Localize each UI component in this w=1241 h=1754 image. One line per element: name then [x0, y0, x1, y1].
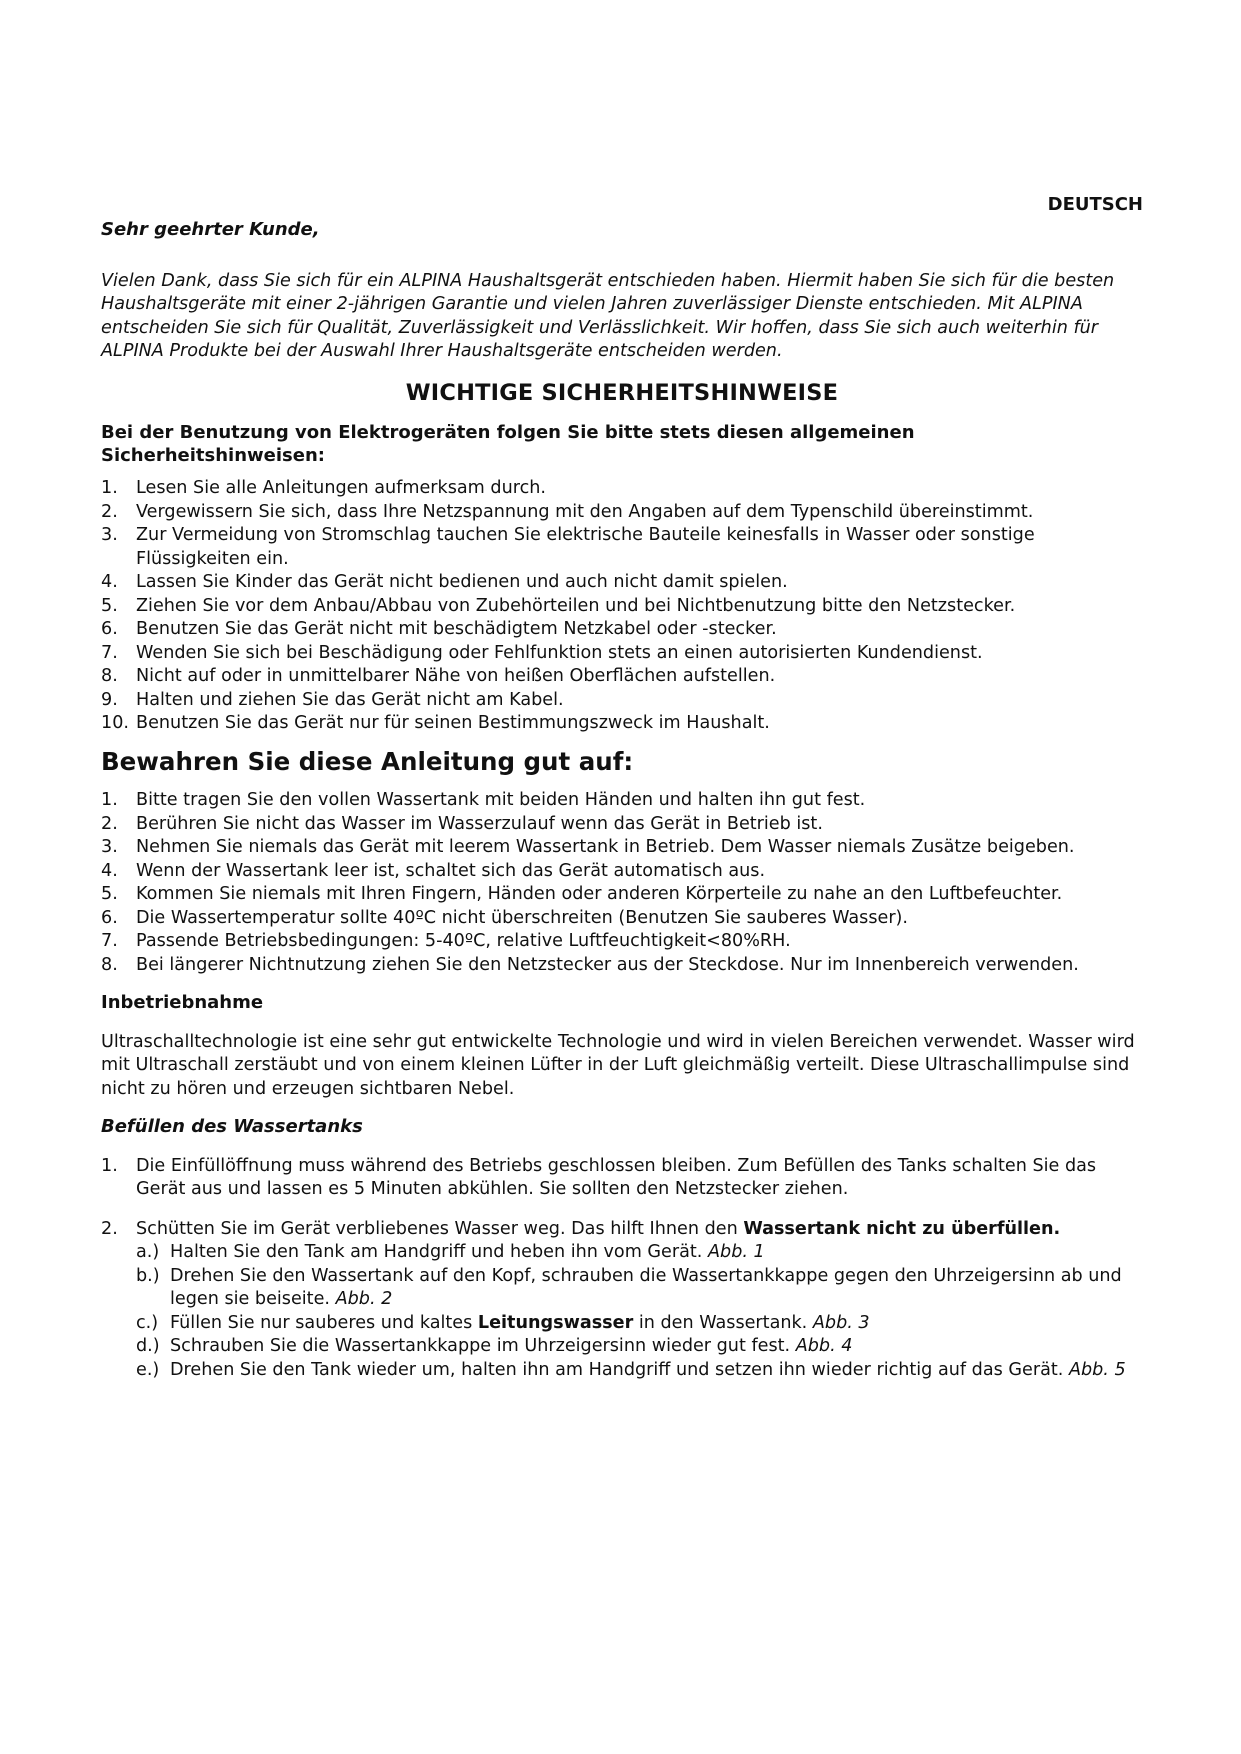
item-text: Bitte tragen Sie den vollen Wassertank mit beiden Händen und halten ihn gut fest.: [136, 790, 866, 810]
item-number: 8.: [101, 954, 118, 975]
step-number: 1.: [101, 1155, 118, 1176]
filling-substeps: [136, 1241, 1143, 1382]
keep-heading: Bewahren Sie diese Anleitung gut auf:: [101, 746, 634, 776]
item-text: Benutzen Sie das Gerät nur für seinen Bestimmungszweck im Haushalt.: [136, 713, 770, 733]
item-text: Lassen Sie Kinder das Gerät nicht bedienen und auch nicht damit spielen.: [136, 572, 788, 592]
item-number: 6.: [101, 619, 118, 639]
item-number: 3.: [101, 837, 118, 857]
item-number: 5.: [101, 595, 118, 616]
step-text: Die Einfüllöffnung muss während des Betriebs geschlossen bleiben. Zum Befüllen des Tanks schalten Sie das Gerät aus und lassen es 5 Minuten abkühlen. Sie sollten den Netzstecker ziehen.: [136, 1155, 1097, 1199]
substep-text: Schrauben Sie die Wassertankkappe im Uhrzeigersinn wieder gut fest.: [170, 1336, 796, 1356]
item-text: Wenden Sie sich bei Beschädigung oder Fehlfunktion stets an einen autorisierten Kundendienst.: [136, 642, 983, 663]
step-number: 2.: [101, 1218, 118, 1239]
list-item: [101, 712, 1143, 736]
language-label: DEUTSCH: [1047, 194, 1143, 215]
item-number: 4.: [101, 572, 118, 592]
substep-text: Halten Sie den Tank am Handgriff und heben ihn vom Gerät.: [170, 1242, 708, 1262]
item-number: 5.: [101, 884, 118, 904]
filling-heading: Befüllen des Wassertanks: [101, 1116, 363, 1137]
item-number: 1.: [101, 790, 118, 810]
item-text: Zur Vermeidung von Stromschlag tauchen Sie elektrische Bauteile keinesfalls in Wasser oder sonstige Flüssigkeiten ein.: [136, 525, 1035, 569]
list-item: [101, 477, 1143, 501]
filling-step-2: [101, 1218, 1143, 1383]
substep-b: [136, 1265, 1143, 1312]
item-number: 3.: [101, 525, 118, 545]
item-number: 2.: [101, 813, 118, 834]
substep-text: Drehen Sie den Tank wieder um, halten ihn am Handgriff und setzen ihn wieder richtig auf das Gerät.: [170, 1359, 1069, 1380]
figure-ref: Abb. 4: [795, 1336, 853, 1356]
item-text: Berühren Sie nicht das Wasser im Wasserzulauf wenn das Gerät in Betrieb ist.: [136, 813, 823, 834]
item-number: 9.: [101, 689, 118, 710]
substep-a: [136, 1241, 1143, 1265]
item-text: Ziehen Sie vor dem Anbau/Abbau von Zubehörteilen und bei Nichtbenutzung bitte den Netzstecker.: [136, 595, 1016, 616]
item-number: 10.: [101, 713, 129, 733]
list-item: [101, 954, 1143, 978]
salutation: Sehr geehrter Kunde,: [101, 219, 320, 240]
list-item: [101, 501, 1143, 525]
item-text: Passende Betriebsbedingungen: 5-40ºC, relative Luftfeuchtigkeit<80%RH.: [136, 931, 791, 951]
list-item: [101, 883, 1143, 907]
item-text: Lesen Sie alle Anleitungen aufmerksam durch.: [136, 478, 546, 498]
list-item: [101, 595, 1143, 619]
list-item: [101, 665, 1143, 689]
item-text: Vergewissern Sie sich, dass Ihre Netzspannung mit den Angaben auf dem Typenschild übereinstimmt.: [136, 501, 1034, 522]
substep-letter: c.): [136, 1312, 159, 1333]
document-page: [101, 190, 1143, 1398]
list-item: [101, 618, 1143, 642]
substep-text: Drehen Sie den Wassertank auf den Kopf, schrauben die Wassertankkappe gegen den Uhrzeigersinn ab und legen sie beiseite.: [170, 1265, 1122, 1309]
substep-letter: d.): [136, 1336, 160, 1356]
list-item: [101, 860, 1143, 884]
filling-steps: [101, 1155, 1143, 1383]
commissioning-paragraph: Ultraschalltechnologie ist eine sehr gut entwickelte Technologie und wird in vielen Bereichen verwendet. Wasser wird mit Ultraschall zerstäubt und von einem kleinen Lüfter in der Luft gleichmäßig verteilt. Diese Ultraschallimpulse sind nicht zu hören und erzeugen sichtbaren Nebel.: [101, 1031, 1135, 1099]
figure-ref: Abb. 1: [707, 1242, 765, 1262]
list-item: [101, 789, 1143, 813]
item-text: Kommen Sie niemals mit Ihren Fingern, Händen oder anderen Körperteile zu nahe an den Luftbefeuchter.: [136, 884, 1063, 904]
list-item: [101, 524, 1143, 571]
item-number: 7.: [101, 642, 118, 663]
item-text: Nicht auf oder in unmittelbarer Nähe von heißen Oberflächen aufstellen.: [136, 666, 776, 686]
item-number: 8.: [101, 666, 118, 686]
item-number: 2.: [101, 501, 118, 522]
item-number: 7.: [101, 931, 118, 951]
list-item: [101, 642, 1143, 666]
keep-list: [101, 789, 1143, 977]
step-text: Schütten Sie im Gerät verbliebenes Wasser weg. Das hilft Ihnen den: [136, 1218, 744, 1239]
item-text: Benutzen Sie das Gerät nicht mit beschädigtem Netzkabel oder -stecker.: [136, 619, 777, 639]
item-text: Wenn der Wassertank leer ist, schaltet sich das Gerät automatisch aus.: [136, 860, 766, 881]
substep-emphasis: Leitungswasser: [477, 1312, 634, 1333]
figure-ref: Abb. 3: [812, 1312, 870, 1333]
commissioning-heading: Inbetriebnahme: [101, 992, 264, 1013]
substep-letter: a.): [136, 1242, 160, 1262]
safety-heading: WICHTIGE SICHERHEITSHINWEISE: [405, 379, 839, 406]
substep-letter: e.): [136, 1359, 160, 1380]
list-item: [101, 689, 1143, 713]
list-item: [101, 930, 1143, 954]
list-item: [101, 836, 1143, 860]
item-number: 1.: [101, 478, 118, 498]
item-text: Die Wassertemperatur sollte 40ºC nicht überschreiten (Benutzen Sie sauberes Wasser).: [136, 907, 909, 928]
safety-subheading: Bei der Benutzung von Elektrogeräten folgen Sie bitte stets diesen allgemeinen Sicherheitshinweisen:: [101, 422, 915, 466]
filling-step-1: [101, 1155, 1143, 1202]
substep-d: [136, 1335, 1143, 1359]
intro-paragraph: Vielen Dank, dass Sie sich für ein ALPINA Haushaltsgerät entschieden haben. Hiermit haben Sie sich für die besten Haushaltsgeräte mit einer 2-jährigen Garantie und vielen Jahren zuverlässiger Dienste entschieden. Mit ALPINA entscheiden Sie sich für Qualität, Zuverlässigkeit und Verlässlichkeit. Wir hoffen, dass Sie sich auch weiterhin für ALPINA Produkte bei der Auswahl Ihrer Haushaltsgeräte entscheiden werden.: [101, 270, 1115, 361]
item-number: 4.: [101, 860, 118, 881]
figure-ref: Abb. 5: [1068, 1359, 1126, 1380]
substep-e: [136, 1359, 1143, 1383]
item-number: 6.: [101, 907, 118, 928]
item-text: Halten und ziehen Sie das Gerät nicht am Kabel.: [136, 689, 564, 710]
substep-c: [136, 1312, 1143, 1336]
step-emphasis: Wassertank nicht zu überfüllen.: [743, 1218, 1061, 1239]
substep-letter: b.): [136, 1265, 160, 1286]
list-item: [101, 813, 1143, 837]
item-text: Bei längerer Nichtnutzung ziehen Sie den Netzstecker aus der Steckdose. Nur im Innenbereich verwenden.: [136, 954, 1079, 975]
item-text: Nehmen Sie niemals das Gerät mit leerem Wassertank in Betrieb. Dem Wasser niemals Zusätze beigeben.: [136, 837, 1075, 857]
substep-text: in den Wassertank.: [633, 1312, 813, 1333]
figure-ref: Abb. 2: [335, 1289, 393, 1309]
safety-list: [101, 477, 1143, 736]
substep-text: Füllen Sie nur sauberes und kaltes: [170, 1312, 478, 1333]
list-item: [101, 571, 1143, 595]
list-item: [101, 907, 1143, 931]
